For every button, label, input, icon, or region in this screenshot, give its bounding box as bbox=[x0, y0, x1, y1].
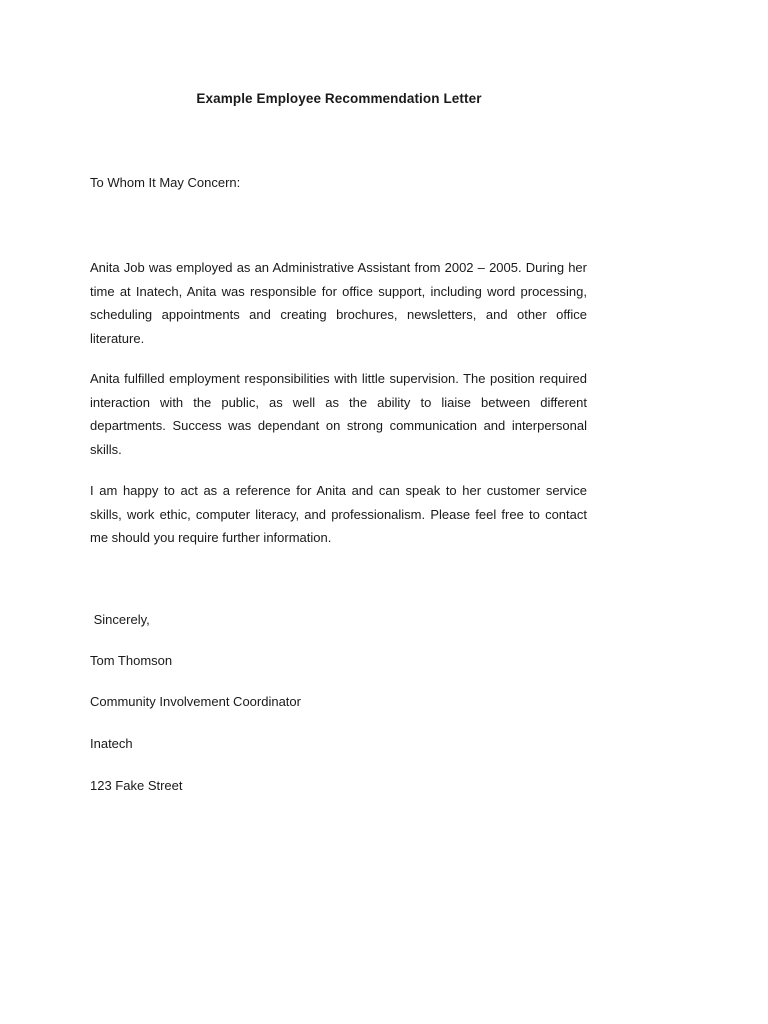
letter-title: Example Employee Recommendation Letter bbox=[196, 91, 482, 106]
body-paragraph-3: I am happy to act as a reference for Anita and can speak to her customer service skills, work ethic, computer literacy, and professionalism. Please feel free to contact me should you require further information. bbox=[90, 483, 587, 545]
signer-title: Community Involvement Coordinator bbox=[90, 694, 301, 709]
signer-organization: Inatech bbox=[90, 736, 133, 751]
signer-name: Tom Thomson bbox=[90, 653, 173, 668]
body-paragraph-1: Anita Job was employed as an Administrative Assistant from 2002 – 2005. During her time at Inatech, Anita was responsible for office support, including word processing, scheduling appointments and creating brochures, newsletters, and other office literature. bbox=[90, 260, 587, 346]
body-paragraph-2: Anita fulfilled employment responsibilities with little supervision. The position required interaction with the public, as well as the ability to liaise between different departments. Success was dependant on strong communication and interpersonal skills. bbox=[90, 371, 587, 457]
signer-address: 123 Fake Street bbox=[90, 778, 183, 793]
closing: Sincerely, bbox=[90, 612, 150, 627]
salutation: To Whom It May Concern: bbox=[90, 175, 241, 190]
